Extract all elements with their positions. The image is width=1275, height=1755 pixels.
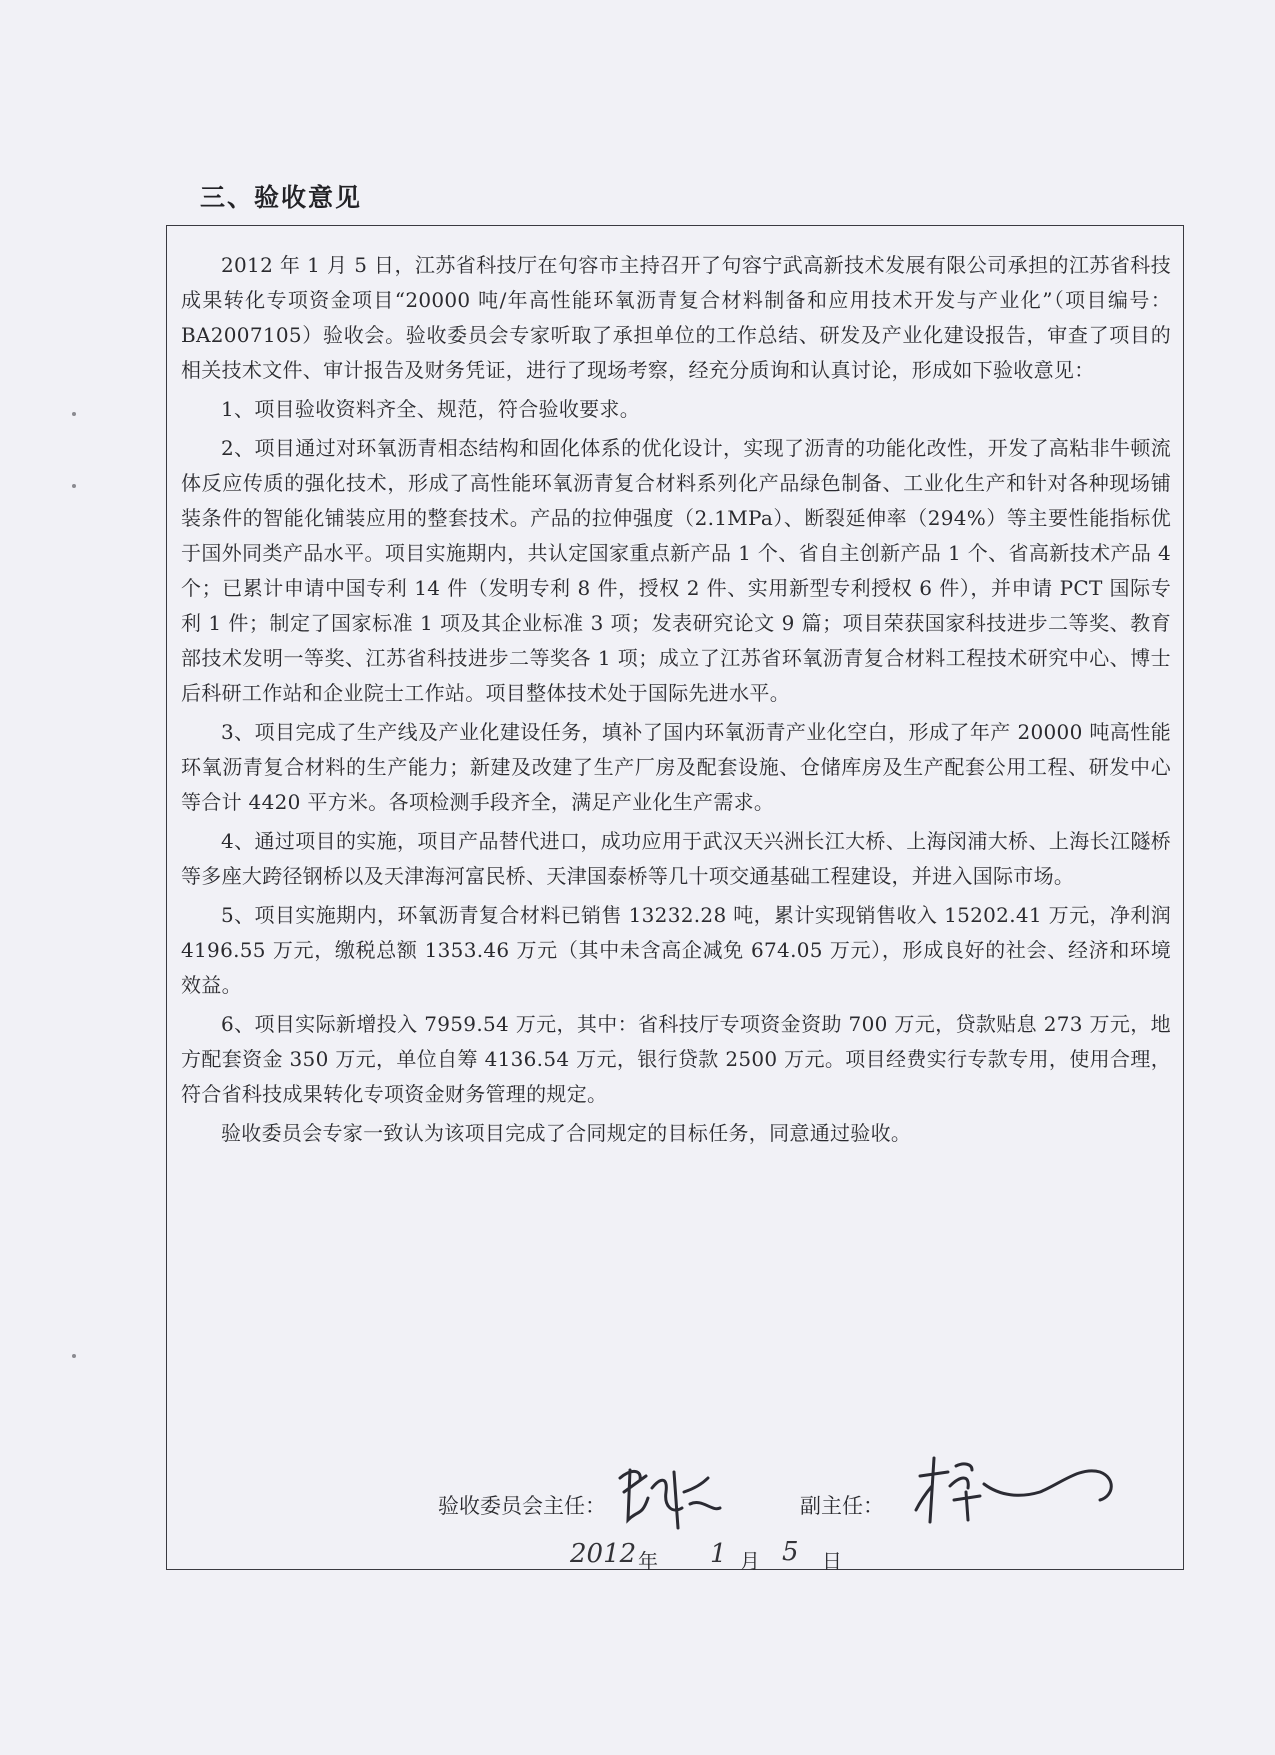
date-year: 2012	[570, 1539, 637, 1569]
date-year-unit: 年	[638, 1549, 658, 1573]
date-month-unit: 月	[740, 1549, 760, 1573]
item-4-paragraph: 4、通过项目的实施，项目产品替代进口，成功应用于武汉天兴洲长江大桥、上海闵浦大桥、上海长江隧桥等多座大跨径钢桥以及天津海河富民桥、天津国泰桥等几十项交通基础工程建设，并进入国际市场。	[181, 829, 1171, 888]
margin-mark	[72, 484, 76, 488]
margin-mark	[72, 1354, 76, 1358]
chair-label: 验收委员会主任：	[438, 1494, 606, 1518]
item-6-paragraph: 6、项目实际新增投入 7959.54 万元，其中：省科技厅专项资金资助 700 万元，贷款贴息 273 万元，地方配套资金 350 万元，单位自筹 4136.54 万元，银行贷款 2500 万元。项目经费实行专款专用，使用合理，符合省科技成果转化专项资金财务管理的规定。	[181, 1012, 1171, 1106]
date-month: 1	[710, 1539, 727, 1569]
section-title: 三、验收意见	[200, 183, 363, 212]
vice-chair-signature-image	[910, 1446, 1130, 1536]
opinion-frame	[166, 225, 1184, 1570]
margin-mark	[72, 412, 76, 416]
date-day: 5	[782, 1537, 799, 1567]
opinion-body	[181, 248, 1171, 1155]
vice-chair-label: 副主任：	[800, 1494, 884, 1518]
date-day-unit: 日	[822, 1549, 842, 1573]
item-5-paragraph: 5、项目实施期内，环氧沥青复合材料已销售 13232.28 吨，累计实现销售收入 15202.41 万元，净利润 4196.55 万元，缴税总额 1353.46 万元（其中未含高企减免 674.05 万元），形成良好的社会、经济和环境效益。	[181, 903, 1171, 997]
date-row	[560, 1535, 880, 1585]
intro-paragraph: 2012 年 1 月 5 日，江苏省科技厅在句容市主持召开了句容宁武高新技术发展有限公司承担的江苏省科技成果转化专项资金项目“20000 吨/年高性能环氧沥青复合材料制备和应用技术开发与产业化”（项目编号：BA2007105）验收会。验收委员会专家听取了承担单位的工作总结、研发及产业化建设报告，审查了项目的相关技术文件、审计报告及财务凭证，进行了现场考察，经充分质询和认真讨论，形成如下验收意见：	[181, 253, 1171, 382]
item-2-paragraph: 2、项目通过对环氧沥青相态结构和固化体系的优化设计，实现了沥青的功能化改性，开发了高粘非牛顿流体反应传质的强化技术，形成了高性能环氧沥青复合材料系列化产品绿色制备、工业化生产和针对各种现场铺装条件的智能化铺装应用的整套技术。产品的拉伸强度（2.1MPa）、断裂延伸率（294%）等主要性能指标优于国外同类产品水平。项目实施期内，共认定国家重点新产品 1 个、省自主创新产品 1 个、省高新技术产品 4 个；已累计申请中国专利 14 件（发明专利 8 件，授权 2 件、实用新型专利授权 6 件），并申请 PCT 国际专利 1 件；制定了国家标准 1 项及其企业标准 3 项；发表研究论文 9 篇；项目荣获国家科技进步二等奖、教育部技术发明一等奖、江苏省科技进步二等奖各 1 项；成立了江苏省环氧沥青复合材料工程技术研究中心、博士后科研工作站和企业院士工作站。项目整体技术处于国际先进水平。	[181, 436, 1171, 705]
chair-signature-image	[612, 1458, 732, 1538]
conclusion-paragraph: 验收委员会专家一致认为该项目完成了合同规定的目标任务，同意通过验收。	[221, 1121, 912, 1145]
item-3-paragraph: 3、项目完成了生产线及产业化建设任务，填补了国内环氧沥青产业化空白，形成了年产 20000 吨高性能环氧沥青复合材料的生产能力；新建及改建了生产厂房及配套设施、仓储库房及生产配套公用工程、研发中心等合计 4420 平方米。各项检测手段齐全，满足产业化生产需求。	[181, 720, 1171, 814]
item-1-paragraph: 1、项目验收资料齐全、规范，符合验收要求。	[221, 397, 641, 421]
